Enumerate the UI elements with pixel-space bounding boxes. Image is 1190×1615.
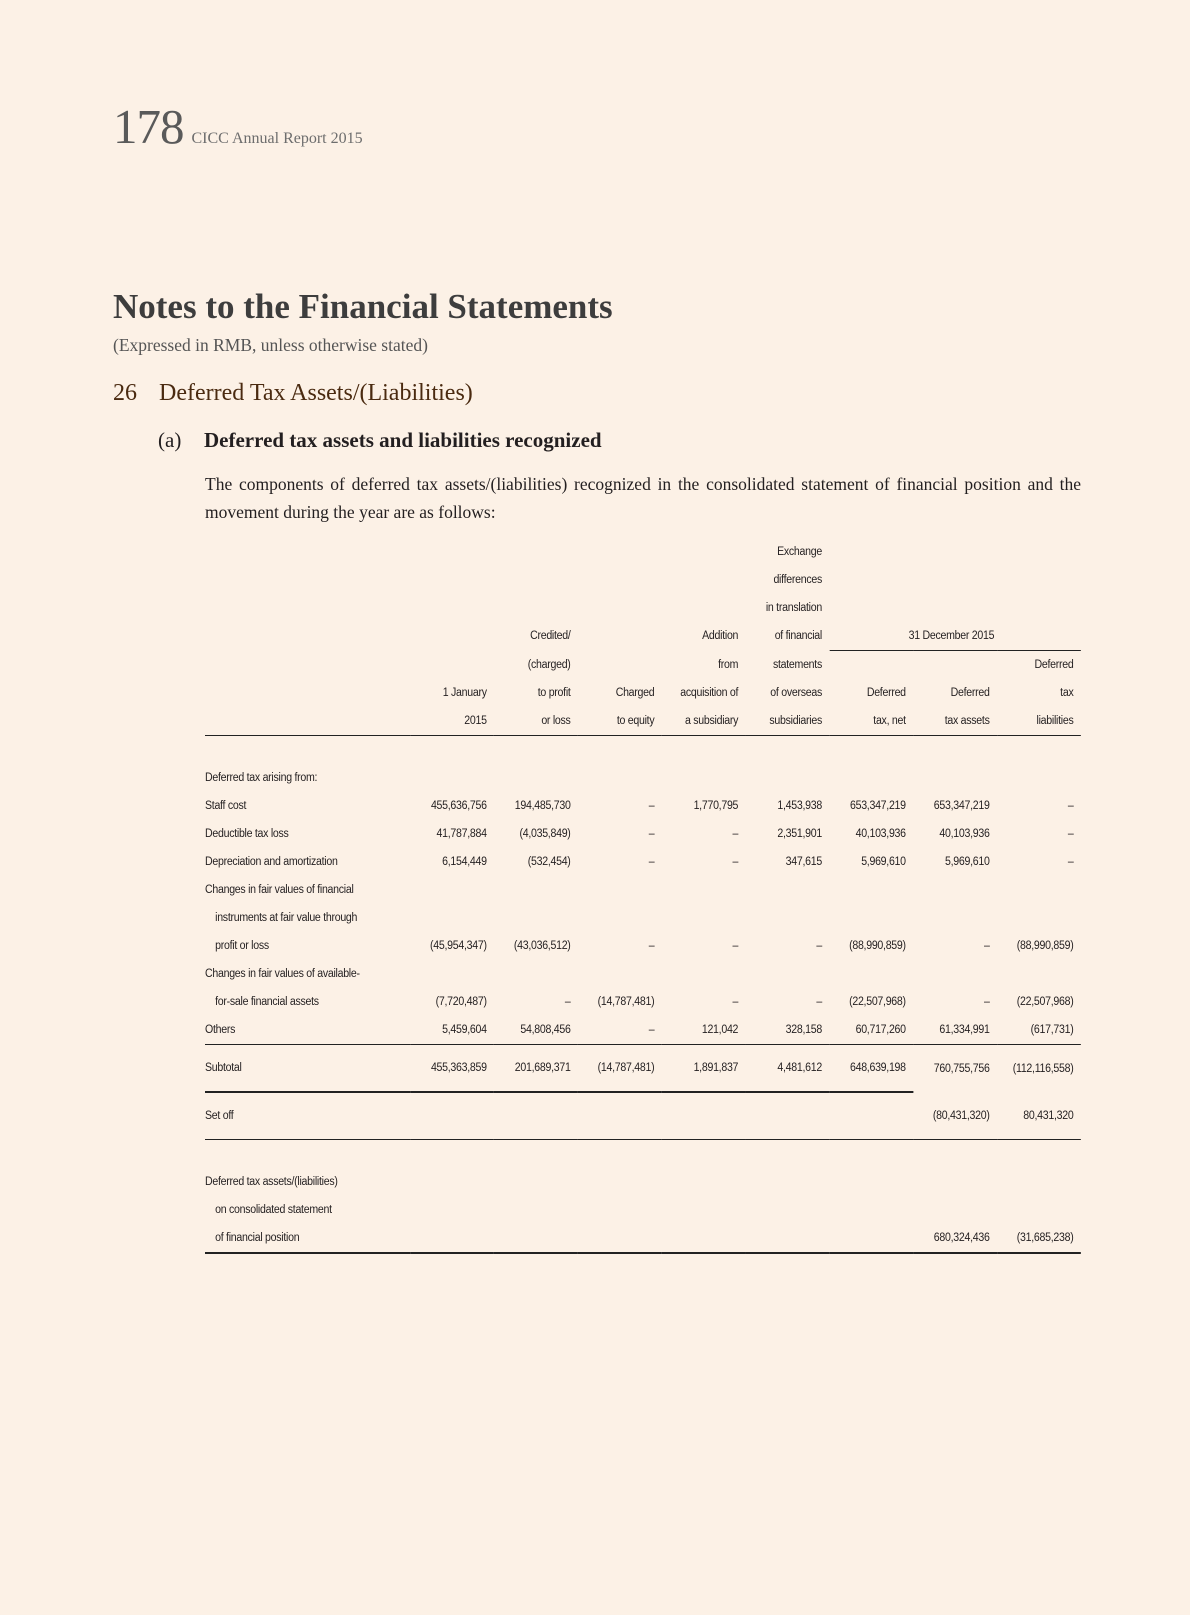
final-label: on consolidated statement: [215, 1204, 332, 1216]
final-value: [997, 1168, 1081, 1196]
value-cell: (617,731): [997, 1016, 1081, 1045]
column-header: [578, 622, 662, 651]
header-row: [205, 707, 1081, 736]
subtotal-value: 760,755,756: [933, 1062, 990, 1075]
table-row: [205, 1016, 1081, 1045]
value-cell: (88,990,859): [1016, 940, 1074, 952]
final-value: [410, 1224, 494, 1253]
section-number: 26: [113, 380, 137, 406]
column-header: [410, 651, 494, 680]
setoff-value: [746, 1092, 830, 1140]
value-cell: 347,615: [785, 856, 822, 868]
value-cell: [746, 876, 830, 904]
column-header: Deferred: [866, 687, 906, 699]
column-header: liabilities: [997, 707, 1081, 736]
column-header: of overseas: [770, 687, 822, 699]
final-value: [829, 1224, 913, 1253]
value-cell: [997, 960, 1081, 988]
row-label: profit or loss: [215, 940, 269, 952]
value-cell: [578, 960, 662, 988]
column-header: [578, 594, 662, 622]
header-label-cell: [205, 679, 410, 707]
column-header: Exchange: [777, 546, 822, 558]
final-value: [662, 1196, 746, 1224]
column-header: in translation: [765, 602, 822, 614]
row-label: Depreciation and amortization: [205, 856, 338, 868]
setoff-row: [205, 1092, 1081, 1140]
column-header: [494, 566, 578, 594]
column-header: tax assets: [913, 707, 997, 736]
column-header: [997, 566, 1081, 594]
column-header: tax, net: [829, 707, 913, 736]
value-cell: [997, 904, 1081, 932]
column-header: [410, 622, 494, 651]
subtotal-value: 4,481,612: [746, 1045, 830, 1093]
subsection-title: Deferred tax assets and liabilities recognized: [204, 428, 602, 452]
value-cell: –: [732, 828, 739, 840]
table-row: [205, 820, 1081, 848]
final-value: [410, 1168, 494, 1196]
table-row: [205, 848, 1081, 876]
setoff-value: [662, 1092, 746, 1140]
column-header: [410, 594, 494, 622]
column-header: [913, 594, 997, 622]
final-value: [410, 1196, 494, 1224]
column-header: [913, 566, 997, 594]
value-cell: 2,351,901: [777, 828, 822, 840]
subsection-label: (a): [158, 428, 182, 452]
final-value: [662, 1168, 746, 1196]
section-title: Deferred Tax Assets/(Liabilities): [159, 380, 473, 406]
column-header: to profit: [537, 687, 571, 699]
subtotal-value: 648,639,198: [829, 1045, 913, 1093]
final-value: [494, 1196, 578, 1224]
value-cell: –: [816, 940, 822, 952]
column-header: [578, 538, 662, 566]
value-cell: –: [648, 940, 655, 952]
column-header: [997, 538, 1081, 566]
value-cell: 60,717,260: [829, 1016, 913, 1045]
header-row: [205, 651, 1081, 680]
value-cell: –: [732, 940, 739, 952]
column-header: [662, 594, 746, 622]
final-value: [578, 1196, 662, 1224]
column-header: Credited/: [530, 630, 571, 643]
final-value: [578, 1168, 662, 1196]
header-label-cell: [205, 538, 410, 566]
value-cell: –: [564, 996, 571, 1008]
value-cell: –: [983, 996, 990, 1008]
final-value: [578, 1224, 662, 1253]
value-cell: [578, 904, 662, 932]
value-cell: 61,334,991: [913, 1016, 997, 1045]
column-header: [494, 538, 578, 566]
page-header: [113, 98, 363, 155]
column-header: of financial: [774, 630, 822, 643]
column-header: 2015: [410, 707, 494, 736]
value-cell: (45,954,347): [430, 940, 487, 952]
value-cell: [578, 876, 662, 904]
value-cell: (532,454): [527, 856, 571, 868]
value-cell: [494, 904, 578, 932]
final-value: [662, 1224, 746, 1253]
value-cell: –: [648, 800, 655, 812]
column-header: subsidiaries: [746, 707, 830, 736]
value-cell: (43,036,512): [513, 940, 571, 952]
value-cell: (4,035,849): [519, 828, 571, 840]
deferred-tax-table: [205, 538, 1081, 1254]
value-cell: (14,787,481): [597, 996, 655, 1008]
final-value: [913, 1196, 997, 1224]
value-cell: [746, 960, 830, 988]
header-date-span: 31 December 2015: [829, 622, 1081, 651]
setoff-value: 80,431,320: [997, 1092, 1081, 1140]
value-cell: [997, 876, 1081, 904]
table-row: [205, 960, 1081, 988]
value-cell: 54,808,456: [494, 1016, 578, 1045]
column-header: [662, 566, 746, 594]
subtotal-row: [205, 1045, 1081, 1093]
value-cell: 41,787,884: [436, 828, 487, 840]
column-header: a subsidiary: [662, 707, 746, 736]
column-header: from: [718, 658, 739, 671]
section-label: [205, 736, 410, 765]
value-cell: –: [648, 828, 655, 840]
final-value: (31,685,238): [997, 1224, 1081, 1253]
value-cell: [829, 876, 913, 904]
row-label: Changes in fair values of financial: [205, 884, 354, 896]
subtotal-value: 455,363,859: [410, 1045, 494, 1093]
column-header: Charged: [615, 687, 655, 699]
final-label: of financial position: [205, 1224, 410, 1253]
final-row: [205, 1224, 1081, 1253]
value-cell: [662, 876, 746, 904]
value-cell: –: [732, 856, 739, 868]
section-heading: [113, 380, 473, 407]
final-value: [494, 1168, 578, 1196]
value-cell: [662, 904, 746, 932]
value-cell: 5,969,610: [861, 856, 906, 868]
final-value: [829, 1196, 913, 1224]
setoff-value: [578, 1092, 662, 1140]
value-cell: 653,347,219: [849, 800, 906, 812]
value-cell: [829, 904, 913, 932]
currency-note: (Expressed in RMB, unless otherwise stated): [113, 335, 428, 355]
subsection-heading: [158, 428, 602, 453]
column-header: Deferred: [950, 687, 990, 699]
final-row: [205, 1196, 1081, 1224]
value-cell: [829, 960, 913, 988]
column-header: [578, 651, 662, 680]
value-cell: [410, 904, 494, 932]
header-row: [205, 594, 1081, 622]
value-cell: –: [816, 996, 822, 1008]
table-row: [205, 904, 1081, 932]
value-cell: 121,042: [662, 1016, 746, 1045]
subtotal-value: (112,116,558): [1012, 1062, 1074, 1075]
header-label-cell: [205, 566, 410, 594]
table-row: [205, 876, 1081, 904]
value-cell: [913, 960, 997, 988]
final-value: 680,324,436: [913, 1224, 997, 1253]
column-header: or loss: [494, 707, 578, 736]
spacer-cell: [205, 1140, 410, 1169]
subtotal-value: 1,891,837: [662, 1045, 746, 1093]
column-header: [913, 538, 997, 566]
final-value: [494, 1224, 578, 1253]
final-value: [913, 1168, 997, 1196]
value-cell: –: [732, 996, 739, 1008]
column-header: [410, 538, 494, 566]
table-row: [205, 988, 1081, 1016]
section-label-row: [205, 764, 1081, 792]
final-value: [746, 1196, 830, 1224]
value-cell: 5,969,610: [944, 856, 990, 868]
header-label-cell: [205, 594, 410, 622]
value-cell: [410, 960, 494, 988]
row-label: Staff cost: [205, 800, 247, 812]
column-header: [913, 651, 997, 680]
final-value: [829, 1168, 913, 1196]
header-label-cell: [205, 622, 410, 651]
column-header: acquisition of: [680, 687, 739, 699]
row-label: Changes in fair values of available-: [205, 968, 360, 980]
value-cell: –: [1067, 856, 1074, 868]
subtotal-value: 201,689,371: [494, 1045, 578, 1093]
value-cell: (22,507,968): [849, 996, 906, 1008]
setoff-value: [829, 1092, 913, 1140]
value-cell: –: [983, 940, 990, 952]
subtotal-value: (14,787,481): [578, 1045, 662, 1093]
column-header: [829, 538, 913, 566]
setoff-value: [410, 1092, 494, 1140]
final-label: Deferred tax assets/(liabilities): [205, 1176, 338, 1188]
column-header: [494, 594, 578, 622]
final-row: [205, 1168, 1081, 1196]
value-cell: (88,990,859): [849, 940, 906, 952]
value-cell: 1,770,795: [693, 800, 739, 812]
subtotal-label: Subtotal: [205, 1045, 410, 1093]
value-cell: [913, 876, 997, 904]
row-label: for-sale financial assets: [215, 996, 319, 1008]
section-label: Deferred tax arising from:: [205, 772, 318, 784]
value-cell: 328,158: [746, 1016, 830, 1045]
setoff-value: [494, 1092, 578, 1140]
value-cell: 455,636,756: [430, 800, 487, 812]
page-title: Notes to the Financial Statements: [113, 287, 613, 326]
table-row: [205, 792, 1081, 820]
setoff-label: Set off: [205, 1092, 410, 1140]
spacer-row: [205, 736, 1081, 765]
spacer-row: [205, 1140, 1081, 1169]
column-header: [829, 594, 913, 622]
value-cell: [746, 904, 830, 932]
header-row: [205, 679, 1081, 707]
report-title: CICC Annual Report 2015: [191, 130, 363, 147]
value-cell: 6,154,449: [442, 856, 487, 868]
column-header: (charged): [527, 658, 571, 671]
value-cell: –: [578, 1016, 662, 1045]
value-cell: –: [1067, 800, 1074, 812]
value-cell: (22,507,968): [1016, 996, 1074, 1008]
value-cell: [494, 960, 578, 988]
column-header: Addition: [702, 630, 739, 643]
header-label-cell: [205, 707, 410, 736]
column-header: [578, 566, 662, 594]
value-cell: [410, 876, 494, 904]
table-body: [205, 764, 1081, 1253]
setoff-value: (80,431,320): [913, 1092, 997, 1140]
row-label: instruments at fair value through: [215, 912, 358, 924]
value-cell: 194,485,730: [514, 800, 571, 812]
value-cell: 40,103,936: [939, 828, 990, 840]
value-cell: [913, 904, 997, 932]
column-header: [662, 538, 746, 566]
column-header: [410, 566, 494, 594]
value-cell: (7,720,487): [435, 996, 487, 1008]
value-cell: –: [648, 856, 655, 868]
column-header: [997, 594, 1081, 622]
row-label: Deductible tax loss: [205, 828, 289, 840]
column-header: [829, 566, 913, 594]
column-header: 1 January: [442, 687, 487, 699]
value-cell: 1,453,938: [777, 800, 822, 812]
value-cell: 653,347,219: [933, 800, 990, 812]
value-cell: [662, 960, 746, 988]
column-header: Deferred: [1034, 659, 1074, 671]
header-row: [205, 538, 1081, 566]
column-header: differences: [773, 574, 822, 586]
final-value: [997, 1196, 1081, 1224]
intro-paragraph: The components of deferred tax assets/(liabilities) recognized in the consolidated statement of financial position and the movement during the year are as follows:: [205, 474, 1081, 522]
page-number: 178: [113, 99, 184, 154]
row-label: Others: [205, 1016, 410, 1045]
final-value: [746, 1168, 830, 1196]
column-header: to equity: [578, 707, 662, 736]
table-header: [205, 538, 1081, 764]
header-row: [205, 566, 1081, 594]
value-cell: [494, 876, 578, 904]
column-header: statements: [772, 658, 822, 671]
value-cell: –: [1067, 828, 1074, 840]
header-label-cell: [205, 651, 410, 680]
final-value: [746, 1224, 830, 1253]
column-header: tax: [1060, 687, 1074, 699]
column-header: [829, 651, 913, 680]
header-row: [205, 622, 1081, 651]
value-cell: 40,103,936: [855, 828, 906, 840]
value-cell: 5,459,604: [410, 1016, 494, 1045]
table-row: [205, 932, 1081, 960]
